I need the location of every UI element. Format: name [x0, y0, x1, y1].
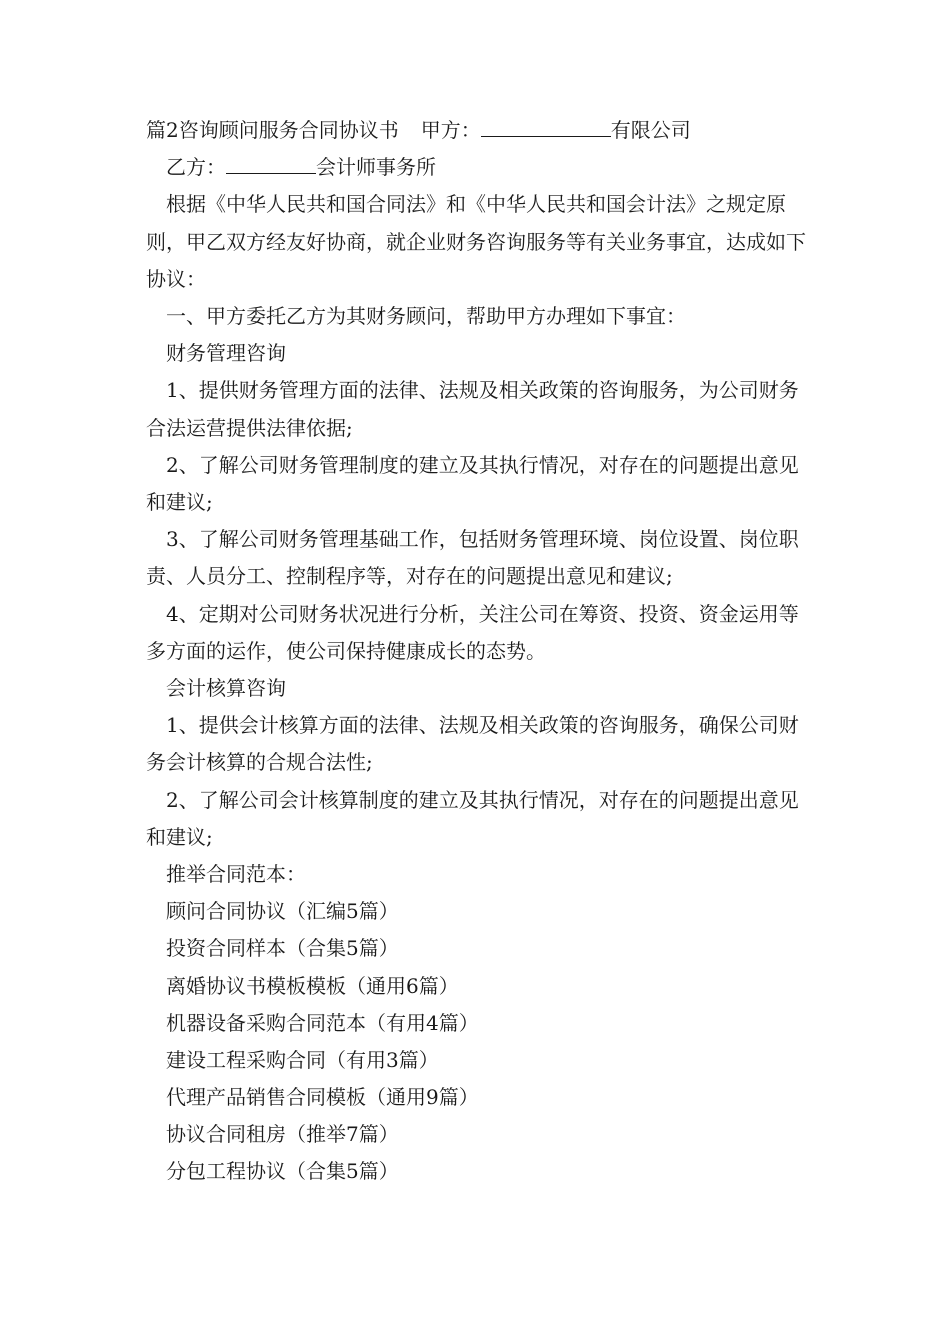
section-heading-accounting: 会计核算咨询	[166, 675, 286, 700]
recommend-link[interactable]: 机器设备采购合同范本（有用4篇）	[166, 1010, 479, 1035]
finance-item: 1、提供财务管理方面的法律、法规及相关政策的咨询服务，为公司财务合法运营提供法律依据;	[146, 378, 799, 440]
section-heading-finance: 财务管理咨询	[166, 341, 286, 366]
party-b-label: 乙方：	[166, 155, 226, 180]
recommend-link[interactable]: 离婚协议书模板模板（通用6篇）	[166, 973, 459, 998]
recommend-link[interactable]: 分包工程协议（合集5篇）	[166, 1159, 399, 1184]
document-page	[146, 112, 811, 1191]
party-b-line	[146, 149, 811, 186]
recommend-link[interactable]: 代理产品销售合同模板（通用9篇）	[166, 1085, 479, 1110]
finance-item: 3、了解公司财务管理基础工作，包括财务管理环境、岗位设置、岗位职责、人员分工、控制程序等，对存在的问题提出意见和建议;	[146, 527, 799, 589]
recommend-link[interactable]: 协议合同租房（推举7篇）	[166, 1122, 399, 1147]
party-b-blank	[226, 151, 316, 174]
clause-1: 一、甲方委托乙方为其财务顾问，帮助甲方办理如下事宜：	[166, 303, 686, 328]
recommend-link[interactable]: 建设工程采购合同（有用3篇）	[166, 1047, 439, 1072]
intro-paragraph: 根据《中华人民共和国合同法》和《中华人民共和国会计法》之规定原则，甲乙双方经友好协商，就企业财务咨询服务等有关业务事宜，达成如下协议：	[146, 192, 806, 291]
party-a-blank	[481, 114, 611, 137]
recommend-link[interactable]: 顾问合同协议（汇编5篇）	[166, 899, 399, 924]
party-b-suffix: 会计师事务所	[316, 155, 436, 180]
title-line	[146, 112, 811, 149]
accounting-item: 1、提供会计核算方面的法律、法规及相关政策的咨询服务，确保公司财务会计核算的合规合法性;	[146, 713, 799, 775]
accounting-item: 2、了解公司会计核算制度的建立及其执行情况，对存在的问题提出意见和建议;	[146, 787, 799, 849]
party-a-label: 甲方：	[420, 118, 481, 142]
document-title: 篇2咨询顾问服务合同协议书	[146, 118, 399, 142]
recommend-heading: 推举合同范本：	[166, 861, 306, 886]
finance-item: 4、定期对公司财务状况进行分析，关注公司在筹资、投资、资金运用等多方面的运作，使公司保持健康成长的态势。	[146, 601, 799, 663]
finance-item: 2、了解公司财务管理制度的建立及其执行情况，对存在的问题提出意见和建议;	[146, 452, 799, 514]
party-a-suffix: 有限公司	[610, 118, 691, 142]
recommend-link[interactable]: 投资合同样本（合集5篇）	[166, 936, 399, 961]
